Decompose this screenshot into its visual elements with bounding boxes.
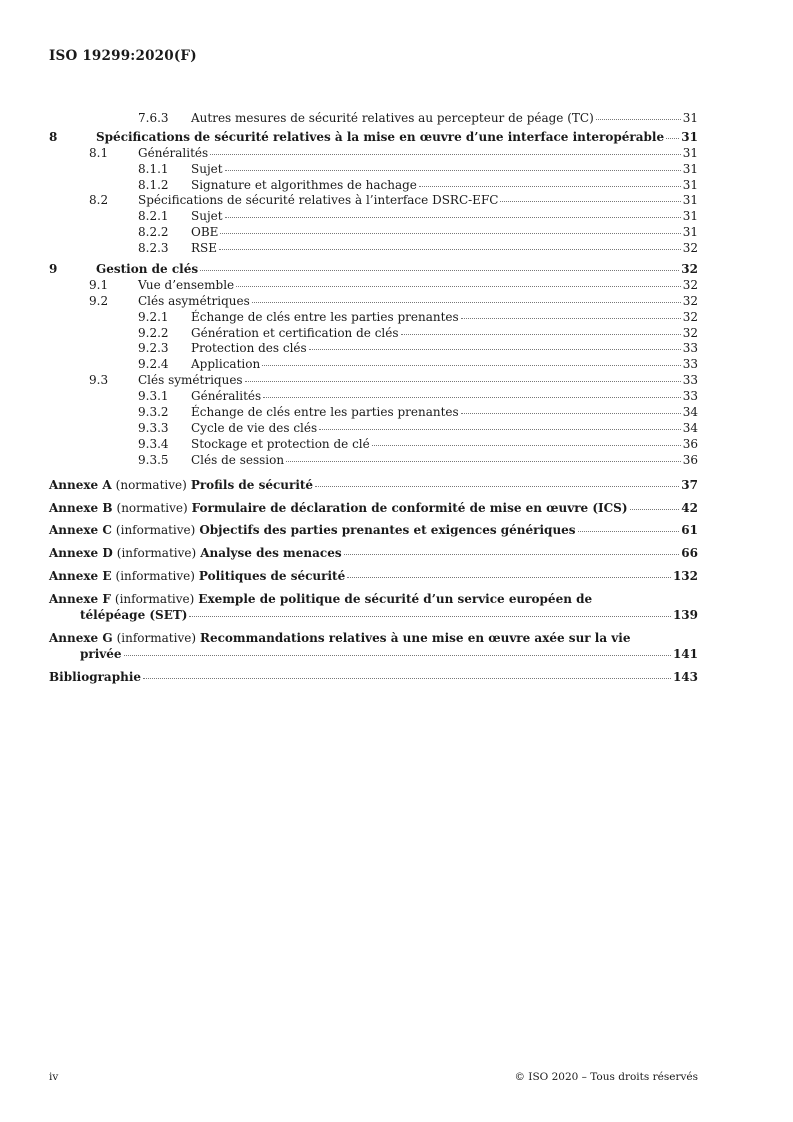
dot-leader	[401, 334, 681, 335]
document-id: ISO 19299:2020(F)	[49, 48, 197, 64]
toc-entry-number: 9.3.3	[138, 420, 169, 435]
toc-entry-title: Clés de session	[191, 452, 285, 467]
annex-page: 61	[681, 523, 698, 538]
toc-entry-number: 8.1	[89, 145, 109, 160]
toc-entry-page: 36	[682, 436, 698, 451]
toc-entry-title: Stockage et protection de clé	[191, 436, 370, 451]
toc-entry-page: 31	[682, 145, 698, 160]
annex-title: Analyse des menaces	[200, 546, 342, 561]
toc-entry-page: 31	[682, 225, 698, 240]
dot-leader	[309, 349, 681, 350]
toc-entry-title: Gestion de clés	[96, 262, 199, 277]
table-of-contents	[49, 111, 698, 686]
toc-entry[interactable]	[49, 453, 698, 469]
annex-page: 139	[672, 608, 698, 623]
dot-leader	[286, 461, 681, 462]
annex-title: Recommandations relatives à une mise en œuvre axée sur la vie	[200, 630, 631, 645]
dot-leader	[219, 249, 681, 250]
toc-annex-entry[interactable]	[49, 569, 698, 585]
toc-entry-page: 33	[682, 357, 698, 372]
toc-entry[interactable]	[49, 326, 698, 342]
toc-entry[interactable]	[49, 193, 698, 209]
toc-annex-entry[interactable]	[49, 523, 698, 539]
toc-entry-number: 8.2	[89, 193, 109, 208]
toc-entry[interactable]	[49, 341, 698, 357]
toc-entry-page: 31	[682, 177, 698, 192]
toc-entry-page: 36	[682, 452, 698, 467]
toc-annex-entry[interactable]	[49, 501, 698, 517]
toc-entry-page: 32	[682, 309, 698, 324]
annex-title-continued: privée	[80, 646, 122, 661]
toc-entry-number: 8.2.2	[138, 225, 169, 240]
dot-leader	[666, 138, 679, 139]
toc-entry-page: 31	[682, 111, 698, 125]
dot-leader	[578, 531, 680, 532]
dot-leader	[200, 270, 679, 271]
annex-title: Objectifs des parties prenantes et exigences génériques	[199, 523, 576, 538]
annex-kind: (informative)	[116, 546, 197, 561]
annex-name: Annexe C	[49, 523, 112, 538]
toc-entry[interactable]	[49, 162, 698, 178]
annex-kind: (normative)	[115, 477, 187, 492]
toc-section-9	[49, 262, 698, 469]
toc-entry-number: 9.2.2	[138, 325, 169, 340]
toc-entry-page: 33	[682, 373, 698, 388]
toc-annex-entry[interactable]	[49, 631, 698, 663]
annex-page: 66	[681, 546, 698, 561]
annex-name: Annexe B	[49, 500, 113, 515]
dot-leader	[189, 616, 670, 617]
toc-entry-title: Autres mesures de sécurité relatives au percepteur de péage (TC)	[191, 111, 594, 125]
toc-entry[interactable]	[49, 421, 698, 437]
dot-leader	[225, 217, 681, 218]
toc-entry-number: 9.2.1	[138, 309, 169, 324]
dot-leader	[419, 186, 681, 187]
toc-entry-title: Spécifications de sécurité relatives à l’interface DSRC-EFC	[138, 193, 499, 208]
dot-leader	[344, 554, 680, 555]
annex-name: Annexe A	[49, 477, 112, 492]
dot-leader	[263, 397, 681, 398]
dot-leader	[347, 577, 671, 578]
toc-entry[interactable]	[49, 209, 698, 225]
toc-entry-number: 9.3.2	[138, 405, 169, 420]
annex-page: 42	[681, 500, 698, 515]
dot-leader	[225, 170, 681, 171]
toc-entry-title: OBE	[191, 225, 219, 240]
bibliography-label: Bibliographie	[49, 669, 142, 684]
dot-leader	[630, 509, 680, 510]
toc-entry-number: 9.3.1	[138, 389, 169, 404]
dot-leader	[210, 154, 681, 155]
toc-entry-page: 33	[682, 389, 698, 404]
toc-entry-title: Généralités	[191, 389, 262, 404]
annex-page: 37	[681, 477, 698, 492]
toc-entry-title: Vue d’ensemble	[138, 277, 235, 292]
toc-entry-number: 9.3.4	[138, 436, 169, 451]
toc-entry-title: Signature et algorithmes de hachage	[191, 177, 417, 192]
annex-kind: (informative)	[115, 569, 195, 584]
toc-entry[interactable]	[49, 357, 698, 373]
toc-entry-title: Application	[191, 357, 261, 372]
toc-annex-entry[interactable]	[49, 546, 698, 562]
dot-leader	[245, 381, 681, 382]
dot-leader	[500, 201, 680, 202]
bibliography-page: 143	[672, 669, 698, 684]
dot-leader	[252, 302, 681, 303]
toc-entry-page: 31	[681, 129, 698, 144]
toc-section-8	[49, 111, 698, 257]
dot-leader	[461, 318, 681, 319]
toc-entry-number: 9.2	[89, 293, 109, 308]
toc-entry-number: 8.1.2	[138, 177, 169, 192]
dot-leader	[315, 486, 679, 487]
dot-leader	[124, 655, 671, 656]
dot-leader	[236, 286, 681, 287]
toc-entry-title: Spécifications de sécurité relatives à la mise en œuvre d’une interface interopérable	[96, 129, 665, 144]
toc-entry-title: RSE	[191, 241, 218, 256]
toc-entry-number: 9.3	[89, 373, 109, 388]
toc-entry-page: 34	[682, 405, 698, 420]
toc-entry[interactable]	[49, 389, 698, 405]
toc-entry-title: Cycle de vie des clés	[191, 420, 318, 435]
toc-entry[interactable]	[49, 373, 698, 389]
toc-entry[interactable]	[49, 278, 698, 294]
toc-entry[interactable]	[49, 130, 698, 146]
toc-entry-title: Sujet	[191, 161, 223, 176]
toc-entry-title: Échange de clés entre les parties prenantes	[191, 309, 459, 324]
toc-entry-page: 31	[682, 193, 698, 208]
toc-entry-title: Échange de clés entre les parties prenantes	[191, 405, 459, 420]
dot-leader	[372, 445, 681, 446]
annex-title-continued: télépéage (SET)	[80, 608, 188, 623]
toc-entry[interactable]	[49, 294, 698, 310]
toc-entry[interactable]	[49, 178, 698, 194]
dot-leader	[596, 119, 681, 120]
toc-entry-number: 9.3.5	[138, 452, 169, 467]
dot-leader	[262, 365, 681, 366]
toc-entry-title: Sujet	[191, 209, 223, 224]
annex-name: Annexe E	[49, 569, 112, 584]
toc-entry-number: 9.2.3	[138, 341, 169, 356]
toc-entry-number: 8	[49, 129, 58, 144]
toc-entry-page: 34	[682, 420, 698, 435]
annex-page: 132	[672, 569, 698, 584]
toc-entry-page: 32	[682, 277, 698, 292]
toc-annex-entry[interactable]	[49, 478, 698, 494]
toc-entry-page: 31	[682, 161, 698, 176]
page-footer	[49, 1071, 698, 1083]
toc-entry-number: 7.6.3	[138, 111, 169, 125]
toc-entry[interactable]	[49, 310, 698, 326]
toc-entry-number: 8.2.3	[138, 241, 169, 256]
toc-entry-title: Protection des clés	[191, 341, 307, 356]
toc-entry[interactable]	[49, 437, 698, 453]
toc-entry[interactable]	[49, 262, 698, 278]
dot-leader	[220, 233, 680, 234]
toc-entry-page: 33	[682, 341, 698, 356]
toc-entry-page: 31	[682, 209, 698, 224]
toc-entry-page: 32	[682, 293, 698, 308]
toc-bibliography[interactable]	[49, 670, 698, 686]
toc-entry[interactable]	[49, 111, 698, 127]
annex-title: Exemple de politique de sécurité d’un service européen de	[198, 592, 593, 607]
toc-annexes	[49, 478, 698, 663]
toc-entry-number: 9.1	[89, 277, 109, 292]
copyright-notice: © ISO 2020 – Tous droits réservés	[514, 1071, 698, 1083]
annex-kind: (normative)	[116, 500, 188, 515]
annex-name: Annexe G	[49, 630, 113, 645]
toc-entry-number: 9	[49, 262, 58, 277]
annex-name: Annexe F	[49, 592, 111, 607]
toc-entry-page: 32	[682, 241, 698, 256]
toc-entry[interactable]	[49, 225, 698, 241]
dot-leader	[319, 429, 681, 430]
annex-kind: (informative)	[114, 592, 195, 607]
toc-entry-title: Généralités	[138, 145, 209, 160]
toc-entry-number: 9.2.4	[138, 357, 169, 372]
annex-page: 141	[672, 646, 698, 661]
toc-entry[interactable]	[49, 146, 698, 162]
toc-entry-number: 8.1.1	[138, 161, 169, 176]
toc-entry-title: Clés symétriques	[138, 373, 243, 388]
toc-entry-page: 32	[681, 262, 698, 277]
dot-leader	[461, 413, 681, 414]
annex-kind: (informative)	[115, 523, 196, 538]
toc-entry-page: 32	[682, 325, 698, 340]
annex-name: Annexe D	[49, 546, 113, 561]
toc-entry-title: Clés asymétriques	[138, 293, 250, 308]
annex-title: Formulaire de déclaration de conformité de mise en œuvre (ICS)	[191, 500, 628, 515]
annex-title: Politiques de sécurité	[198, 569, 346, 584]
toc-annex-entry[interactable]	[49, 592, 698, 624]
toc-entry[interactable]	[49, 241, 698, 257]
toc-entry-number: 8.2.1	[138, 209, 169, 224]
annex-title: Profils de sécurité	[190, 477, 314, 492]
dot-leader	[143, 678, 671, 679]
page-number: iv	[49, 1071, 59, 1083]
toc-entry-title: Génération et certification de clés	[191, 325, 399, 340]
toc-entry[interactable]	[49, 405, 698, 421]
annex-kind: (informative)	[116, 630, 197, 645]
